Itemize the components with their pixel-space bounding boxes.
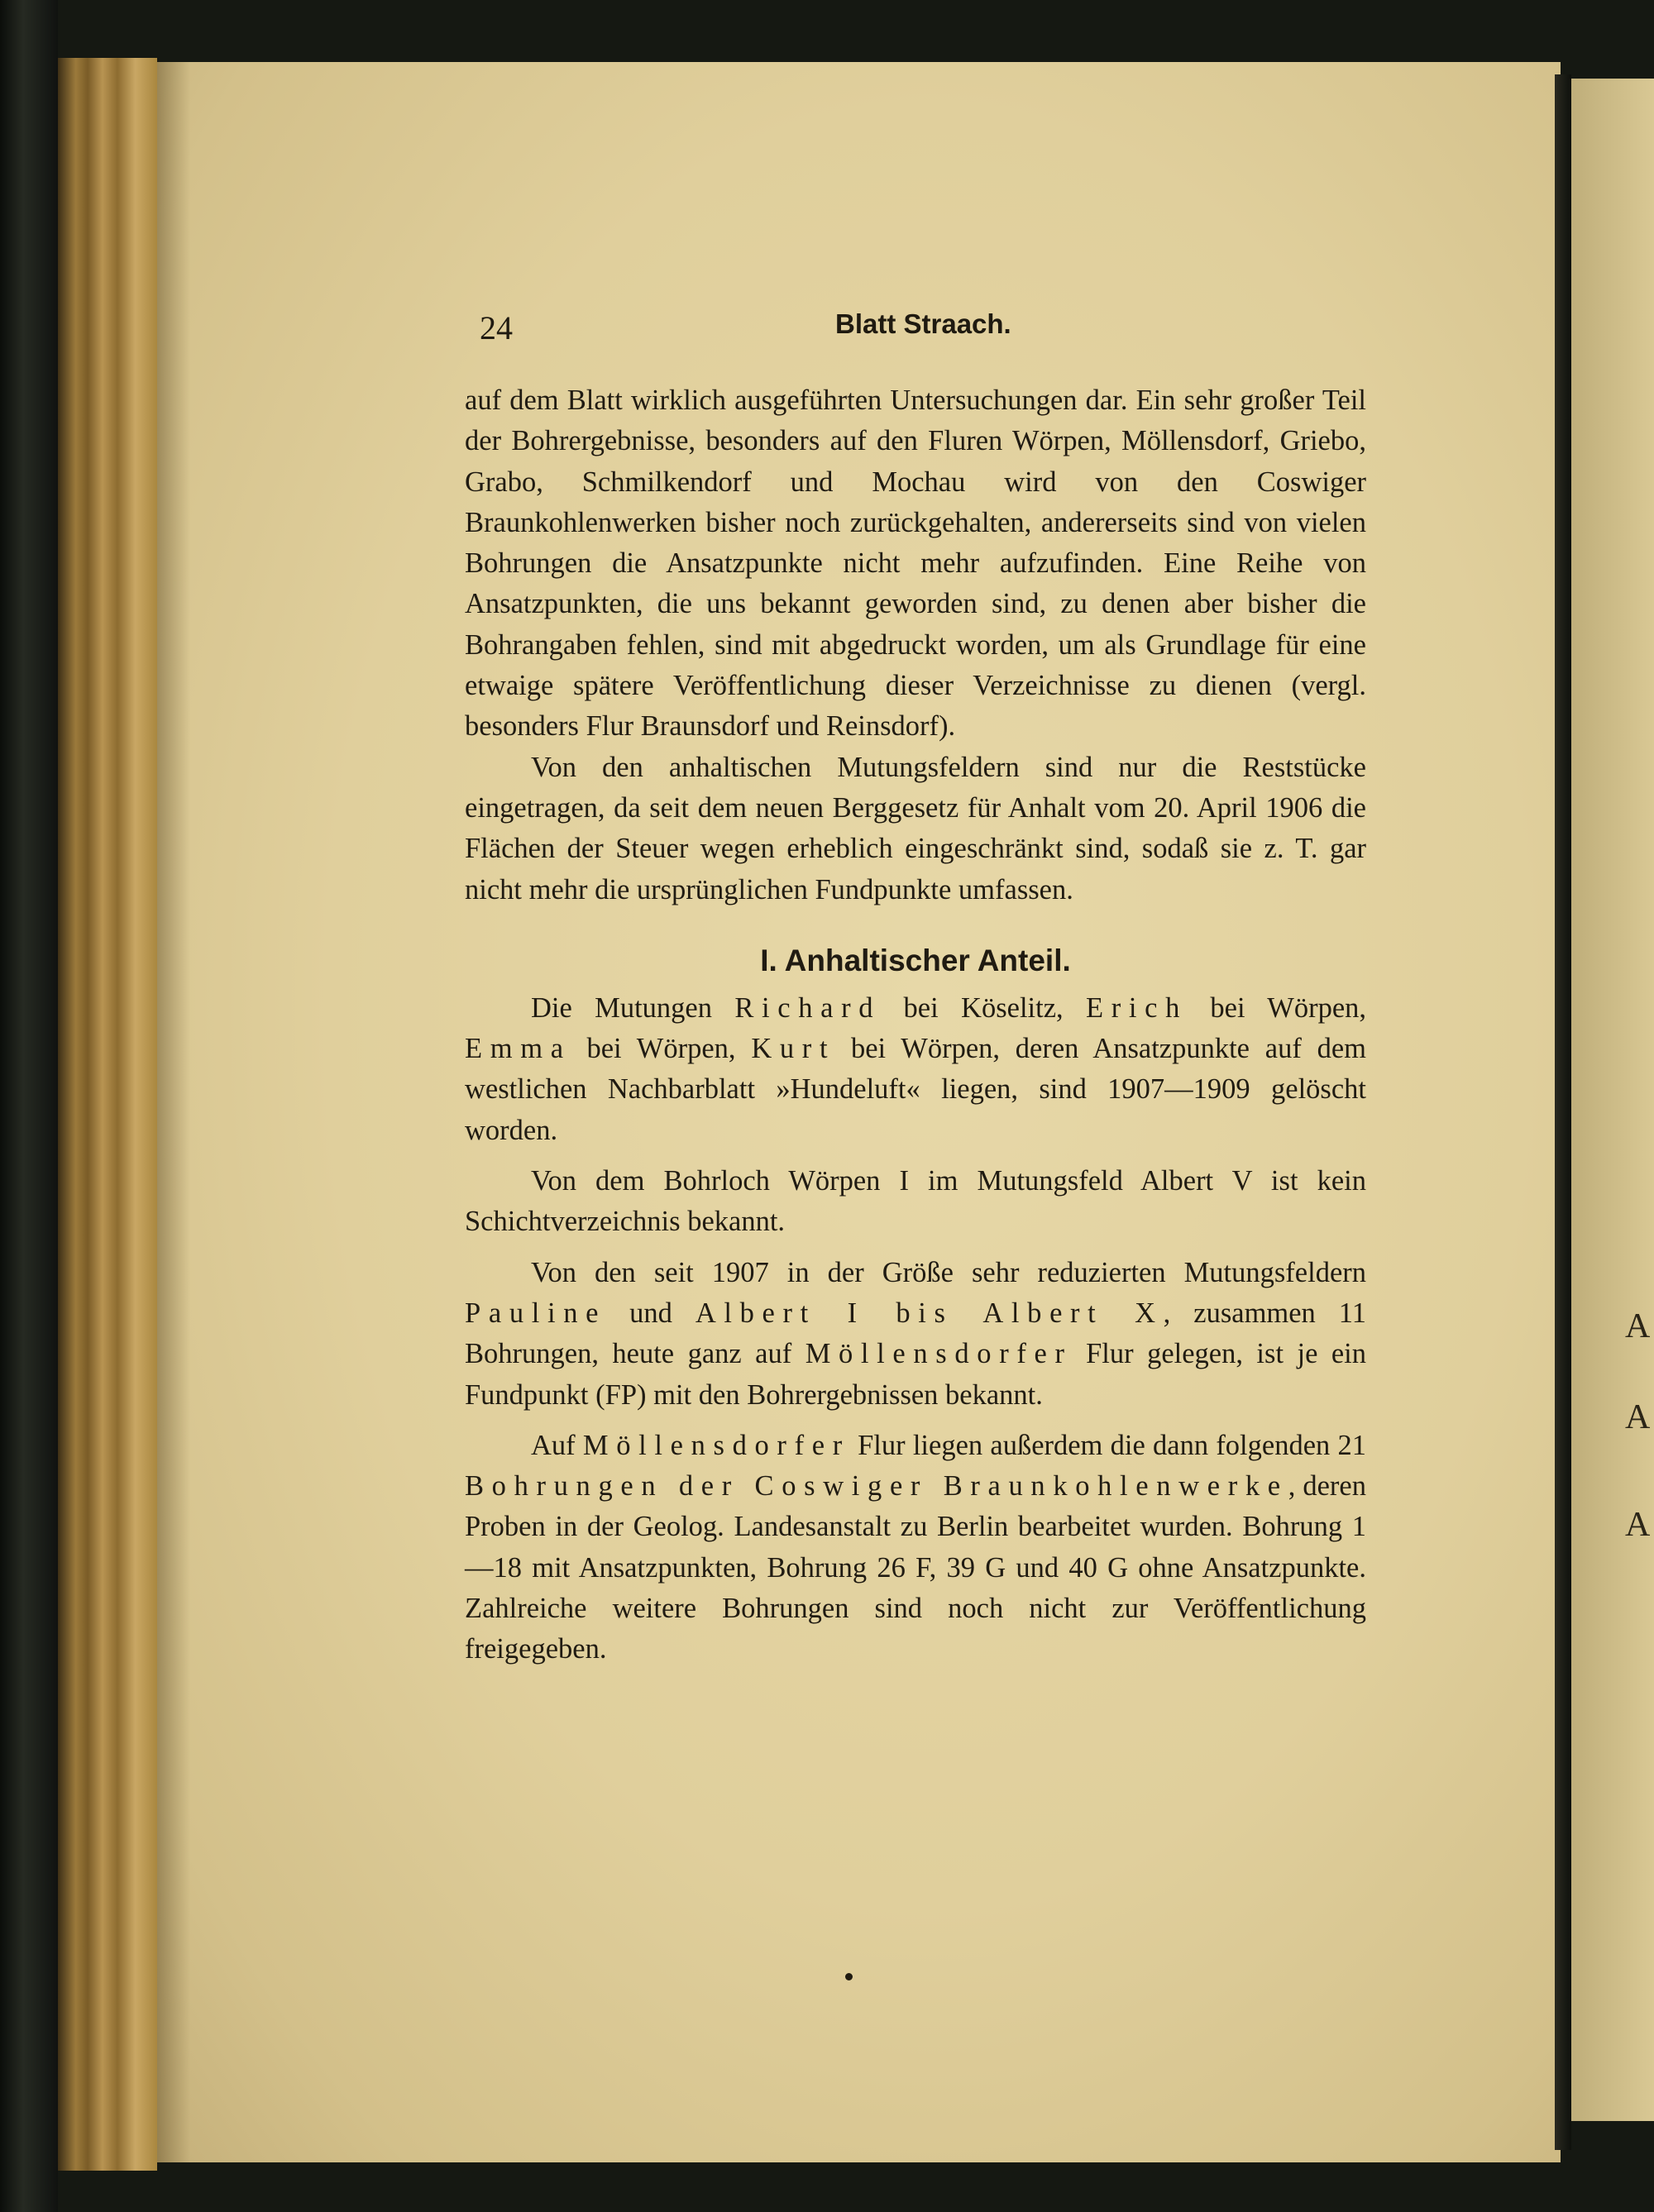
facing-page (1571, 79, 1654, 2121)
spaced-name: Erich (1086, 991, 1188, 1024)
paragraph-text: bei Wörpen, deren Ansatzpunkte auf dem westlichen Nachbarblatt »Hundeluft« liegen, sind 1907—1909 gelöscht worden. (465, 1033, 1367, 1146)
paragraph-text: Von den anhaltischen Mutungsfeldern sind nur die Reststücke eingetragen, da seit dem neuen Berggesetz für Anhalt vom 20. April 1906 die Flächen der Steuer wegen erheblich eingeschränkt sind, sodaß sie z. T. gar nicht mehr die ursprünglichen Fundpunkte umfassen. (465, 751, 1366, 905)
paragraph (465, 1253, 1366, 1416)
paragraph (465, 380, 1366, 748)
spaced-name: Richard (734, 991, 882, 1024)
spaced-name: Emma (465, 1033, 571, 1065)
paragraph (465, 988, 1366, 1151)
paragraph-text: Auf (531, 1429, 583, 1461)
paragraph-text: bei Wörpen, (1188, 991, 1367, 1024)
book-fold (1555, 74, 1571, 2150)
spaced-name: Möllensdorfer (805, 1338, 1073, 1370)
spaced-name: Pauline (465, 1297, 607, 1329)
paragraph-text: , deren Proben in der Geolog. Landesanstalt zu Berlin bearbeitet wurden. Bohrung 1—18 mit Ansatzpunkten, Bohrung 26 F, 39 G und 40 G ohne Ansatzpunkte. Zahlreiche weitere Bohrungen sind noch nicht zur Veröffentlichung freigegeben. (465, 1470, 1366, 1665)
page-number: 24 (480, 309, 513, 346)
page-gutter-shadow (157, 62, 190, 2162)
running-head: Blatt Straach. (835, 308, 1011, 339)
book-cover-edge (0, 0, 58, 2212)
paragraph-text: und (606, 1297, 696, 1329)
paragraph (465, 748, 1366, 910)
ink-speck (845, 1973, 853, 1980)
paragraph-text: Flur gelegen, ist je ein Fundpunkt (FP) mit den Bohrergebnissen bekannt. (465, 1338, 1367, 1411)
paragraph-text: Flur liegen außerdem die dann folgenden 21 (849, 1429, 1367, 1461)
spaced-name: Albert I bis Albert X (695, 1297, 1164, 1329)
facing-page-mark: A (1625, 1398, 1651, 1436)
paragraph-text: Von dem Bohrloch Wörpen I im Mutungsfeld Albert V ist kein Schichtverzeichnis bekannt. (465, 1165, 1366, 1238)
page-edges (58, 58, 157, 2171)
paragraph-text: bei Wörpen, (571, 1033, 752, 1065)
spaced-name: Kurt (751, 1033, 836, 1065)
spaced-name: Möllensdorfer (582, 1429, 850, 1461)
paragraph-text: auf dem Blatt wirklich ausgeführten Untersuchungen dar. Ein sehr großer Teil der Bohrergebnisse, besonders auf den Fluren Wörpen, Möllensdorf, Griebo, Grabo, Schmilkendorf und Mochau wird von den Coswiger Braunkohlenwerken bisher noch zurückgehalten, andererseits sind von vielen Bohrungen die Ansatzpunkte nicht mehr aufzufinden. Eine Reihe von Ansatzpunkten, die uns bekannt geworden sind, zu denen aber bisher die Bohrangaben fehlen, sind mit abgedruckt worden, um als Grundlage für eine etwaige spätere Veröffentlichung dieser Verzeichnisse zu dienen (vergl. besonders Flur Braunsdorf und Reinsdorf). (465, 385, 1366, 743)
paragraph-text: , zusammen 11 Bohrungen, heute ganz auf (465, 1297, 1366, 1370)
paragraph-text: bei Köselitz, (881, 991, 1087, 1024)
paragraph (465, 1426, 1366, 1670)
facing-page-mark: A (1625, 1307, 1651, 1345)
paragraph (465, 1161, 1366, 1243)
paragraph-text: Die Mutungen (531, 991, 735, 1024)
section-heading: I. Anhaltischer Anteil. (760, 943, 1071, 977)
facing-page-mark: A (1625, 1506, 1651, 1544)
page-body (465, 380, 1366, 1670)
paragraph-text: Von den seit 1907 in der Größe sehr reduzierten Mutungsfeldern (531, 1256, 1366, 1288)
spaced-name: Bohrungen der Coswiger Braunkohlenwerke (465, 1470, 1288, 1503)
